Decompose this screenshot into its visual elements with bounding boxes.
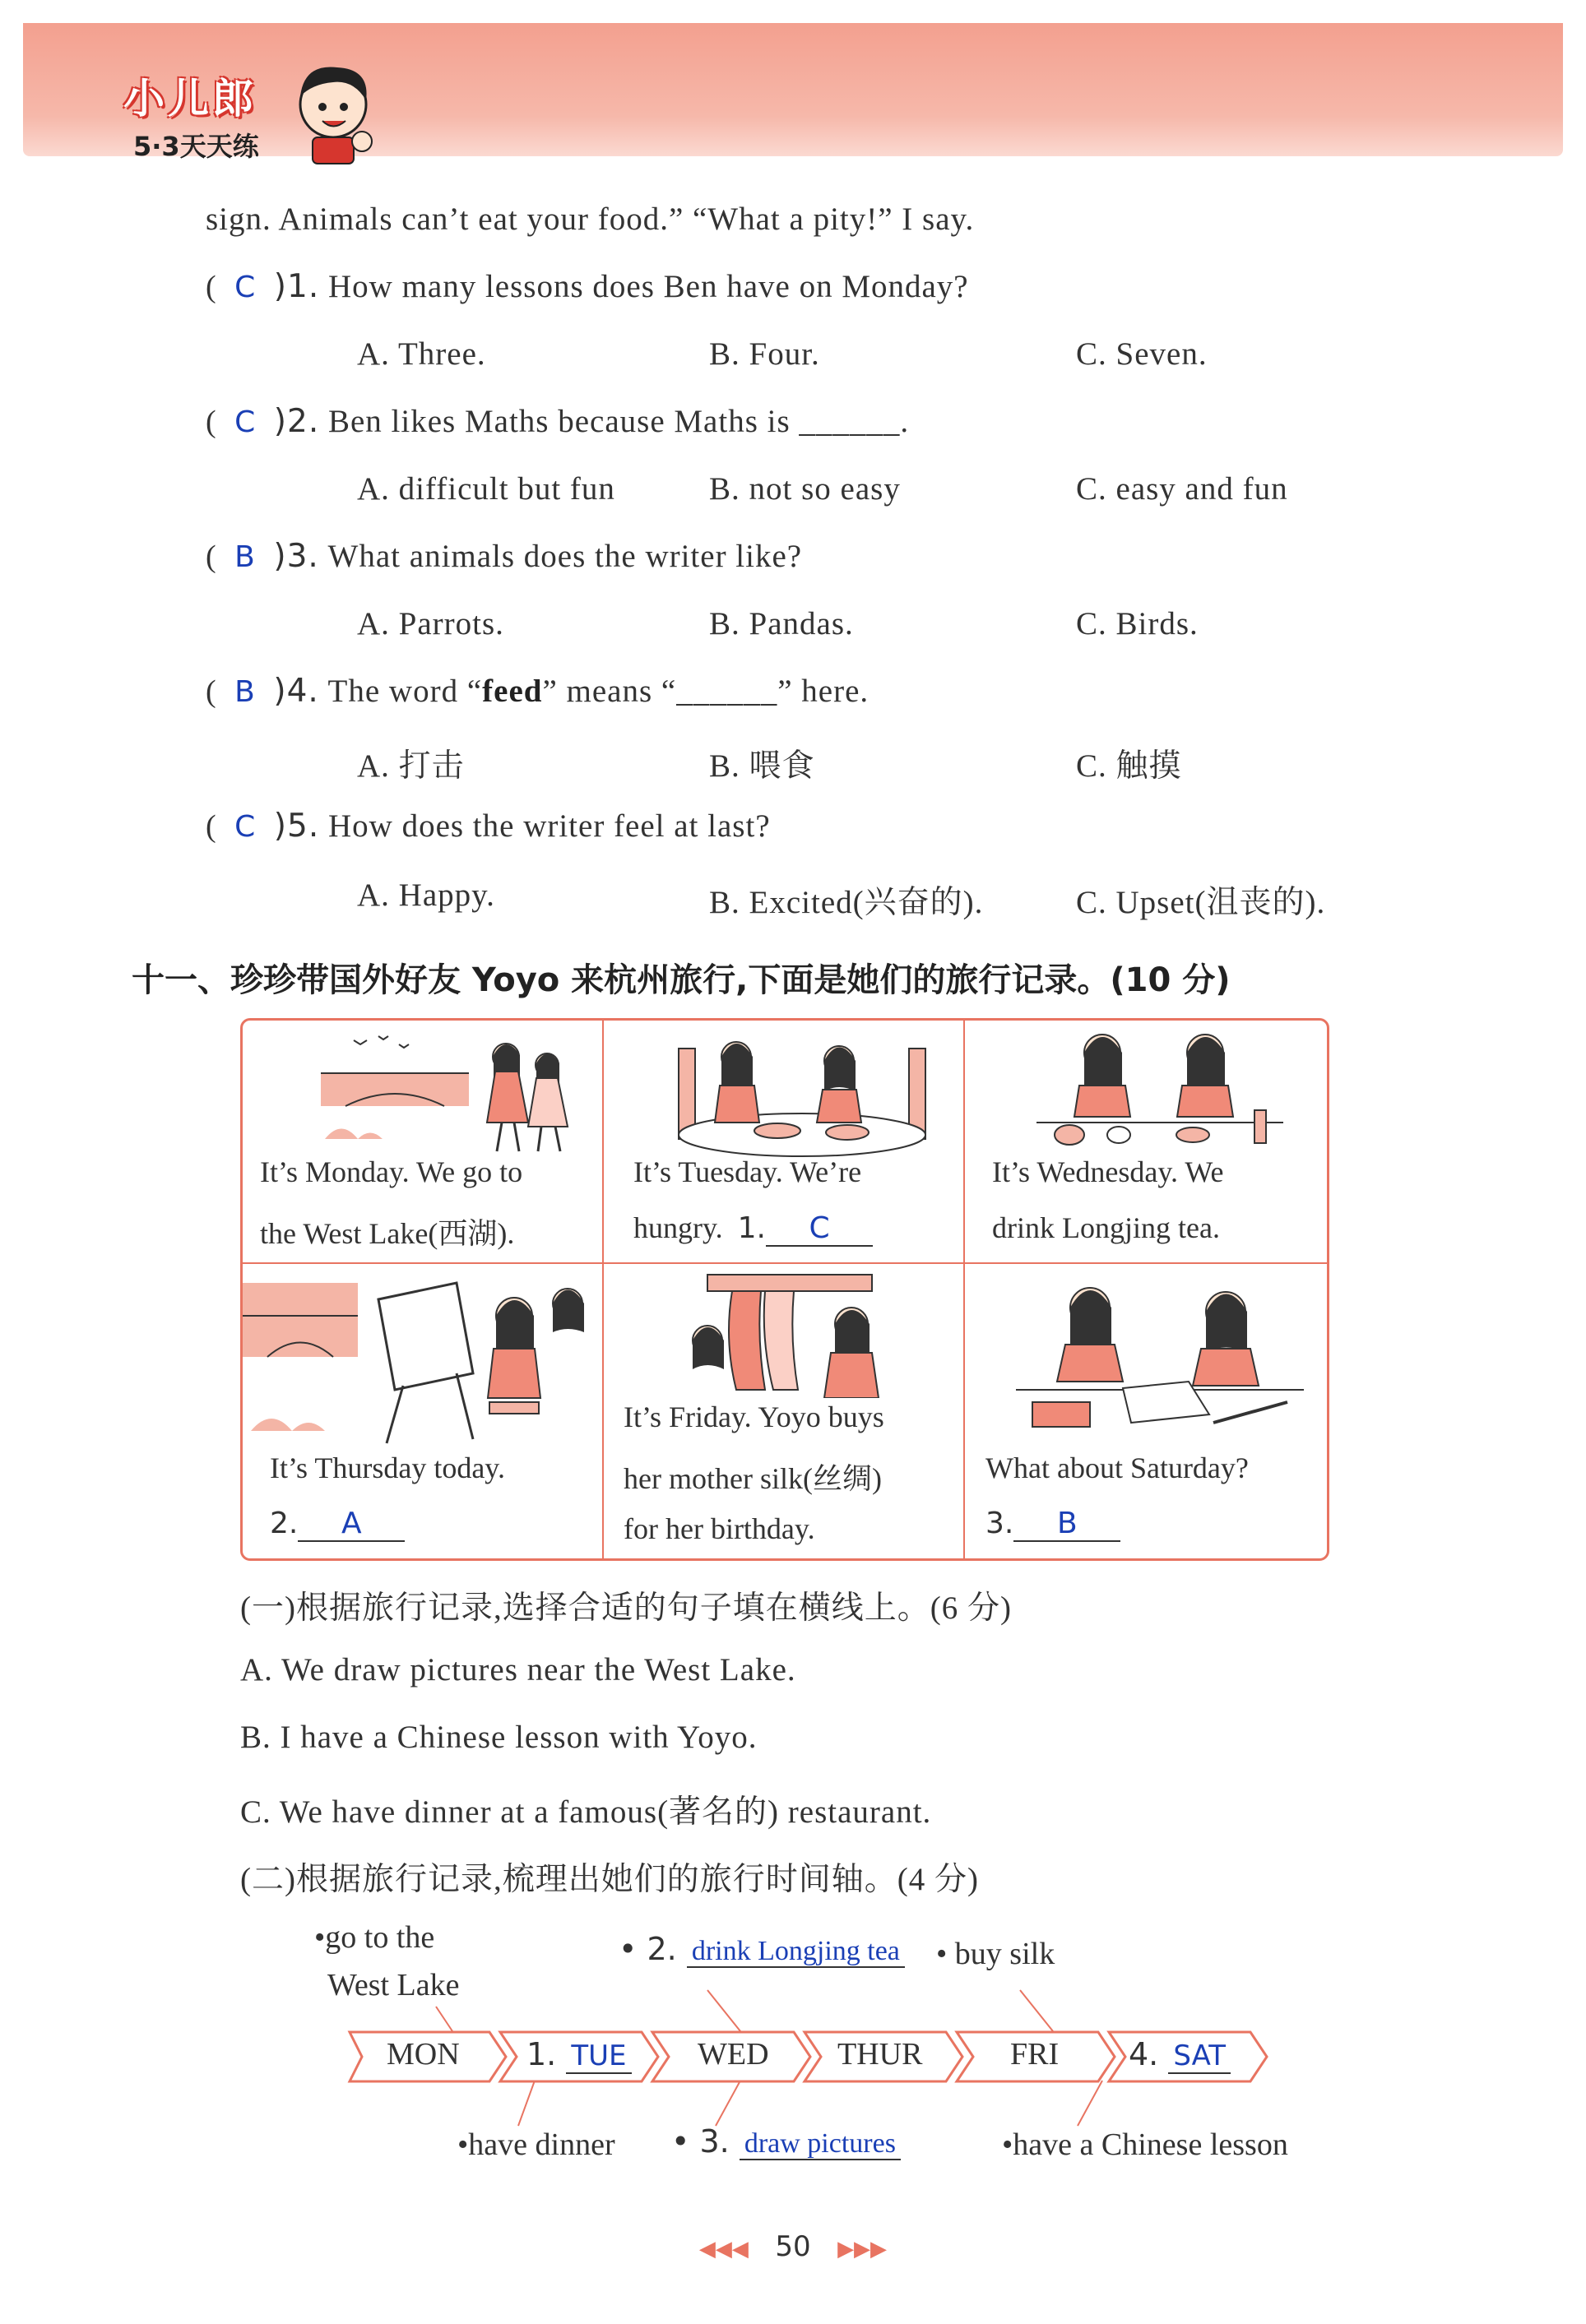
timeline-answer-4: SAT <box>1168 2039 1231 2074</box>
answer-5: C <box>234 810 257 844</box>
drawing-by-lake-illustration <box>243 1266 601 1447</box>
q2-option-c: C. easy and fun <box>1076 471 1288 507</box>
q4-option-b: B. 喂食 <box>709 748 815 784</box>
question-5: ( C )5. How does the writer feel at last? <box>206 808 771 845</box>
grid-divider-v2 <box>963 1021 965 1558</box>
question-2: ( C )2. Ben likes Maths because Maths is ______. <box>206 403 910 440</box>
cell-2-line-2: hungry. 1. C <box>633 1211 873 1247</box>
question-1: ( C )1. How many lessons does Ben have on Monday? <box>206 268 969 305</box>
timeline-answer-1: TUE <box>566 2039 631 2074</box>
chinese-lesson-illustration <box>1008 1266 1312 1439</box>
question-4: ( B )4. The word “feed” means “______” here. <box>206 673 870 710</box>
q1-option-c: C. Seven. <box>1076 336 1208 372</box>
timeline-day-fri: FRI <box>1010 2037 1060 2072</box>
next-triangles-icon: ▶▶▶ <box>837 2237 888 2262</box>
q4-option-a: A. 打击 <box>357 748 465 784</box>
q1-option-b: B. Four. <box>709 336 820 372</box>
q4-option-c: C. 触摸 <box>1076 748 1182 784</box>
cell-3-line-1: It’s Wednesday. We <box>992 1155 1224 1188</box>
part-2-title: (二)根据旅行记录,梳理出她们的旅行时间轴。(4 分) <box>240 1862 979 1897</box>
grid-divider-h <box>243 1262 1327 1264</box>
answer-3: B <box>234 540 256 574</box>
prev-triangles-icon: ◀◀◀ <box>698 2237 749 2262</box>
part-1-option-c: C. We have dinner at a famous(著名的) restaurant. <box>240 1794 932 1830</box>
west-lake-walk-illustration <box>313 1024 592 1160</box>
cell-5-line-1: It’s Friday. Yoyo buys <box>624 1400 884 1433</box>
part-1-option-a: A. We draw pictures near the West Lake. <box>240 1652 796 1687</box>
page-footer <box>0 2230 1586 2263</box>
cell-1-line-2: the West Lake(西湖). <box>260 1217 515 1250</box>
q5-option-b: B. Excited(兴奋的). <box>709 885 984 920</box>
series-name: 5·3天天练 <box>133 131 259 162</box>
q5-option-a: A. Happy. <box>357 877 495 913</box>
answer-1: C <box>234 271 257 304</box>
blank-1-answer: C <box>766 1211 873 1247</box>
timeline-label-go-to-1: •go to the <box>314 1920 435 1955</box>
timeline-day-blank-1: 1. TUE <box>526 2036 632 2072</box>
section-11-title: 十一、珍珍带国外好友 Yoyo 来杭州旅行,下面是她们的旅行记录。(10 分) <box>132 961 1231 999</box>
timeline-answer-3: draw pictures <box>740 2128 901 2160</box>
timeline-item-2: • 2. drink Longjing tea <box>619 1931 905 1967</box>
page-number: 50 <box>775 2230 811 2263</box>
part-1-title: (一)根据旅行记录,选择合适的句子填在横线上。(6 分) <box>240 1590 1012 1626</box>
grid-divider-v1 <box>602 1021 604 1558</box>
q3-option-a: A. Parrots. <box>357 606 504 641</box>
cell-5-line-3: for her birthday. <box>624 1512 815 1545</box>
q2-option-a: A. difficult but fun <box>357 471 615 507</box>
timeline-label-go-to-2: West Lake <box>327 1968 460 2002</box>
timeline-answer-2: drink Longjing tea <box>687 1936 905 1968</box>
timeline-label-dinner: •have dinner <box>457 2127 615 2162</box>
q1-option-a: A. Three. <box>357 336 486 372</box>
blank-3-answer: B <box>1013 1507 1120 1542</box>
timeline-connectors <box>313 1982 1300 2196</box>
timeline-label-buy-silk: • buy silk <box>936 1937 1055 1971</box>
cell-5-line-2: her mother silk(丝绸) <box>624 1462 882 1495</box>
cell-6-blank: 3. B <box>985 1507 1120 1542</box>
q5-option-c: C. Upset(沮丧的). <box>1076 885 1326 920</box>
question-3: ( B )3. What animals does the writer like? <box>206 538 803 575</box>
q3-option-c: C. Birds. <box>1076 606 1199 641</box>
timeline-day-wed: WED <box>698 2037 769 2072</box>
cell-4-blank: 2. A <box>270 1507 405 1542</box>
silk-shop-illustration <box>658 1266 930 1398</box>
mascot-boy-icon <box>288 59 378 166</box>
cell-3-line-2: drink Longjing tea. <box>992 1211 1220 1244</box>
timeline-day-mon: MON <box>387 2037 460 2072</box>
q3-option-b: B. Pandas. <box>709 606 854 641</box>
timeline-day-thur: THUR <box>837 2037 923 2072</box>
restaurant-meal-illustration <box>662 1024 942 1160</box>
cell-6-line-1: What about Saturday? <box>985 1451 1249 1484</box>
timeline-label-chinese-lesson: •have a Chinese lesson <box>1002 2127 1288 2162</box>
passage-last-line: sign. Animals can’t eat your food.” “What a pity!” I say. <box>206 201 975 237</box>
tea-drinking-illustration <box>1020 1020 1300 1160</box>
cell-1-line-1: It’s Monday. We go to <box>260 1155 523 1188</box>
brand-logo: 小儿郎 <box>123 75 257 123</box>
answer-2: C <box>234 405 257 439</box>
blank-2-answer: A <box>298 1507 405 1542</box>
q2-option-b: B. not so easy <box>709 471 901 507</box>
answer-4: B <box>234 675 256 709</box>
part-1-option-b: B. I have a Chinese lesson with Yoyo. <box>240 1720 758 1755</box>
timeline-item-3: • 3. draw pictures <box>671 2123 901 2160</box>
timeline-day-blank-4: 4. SAT <box>1129 2036 1231 2072</box>
cell-4-line-1: It’s Thursday today. <box>270 1451 505 1484</box>
cell-2-line-1: It’s Tuesday. We’re <box>633 1155 862 1188</box>
